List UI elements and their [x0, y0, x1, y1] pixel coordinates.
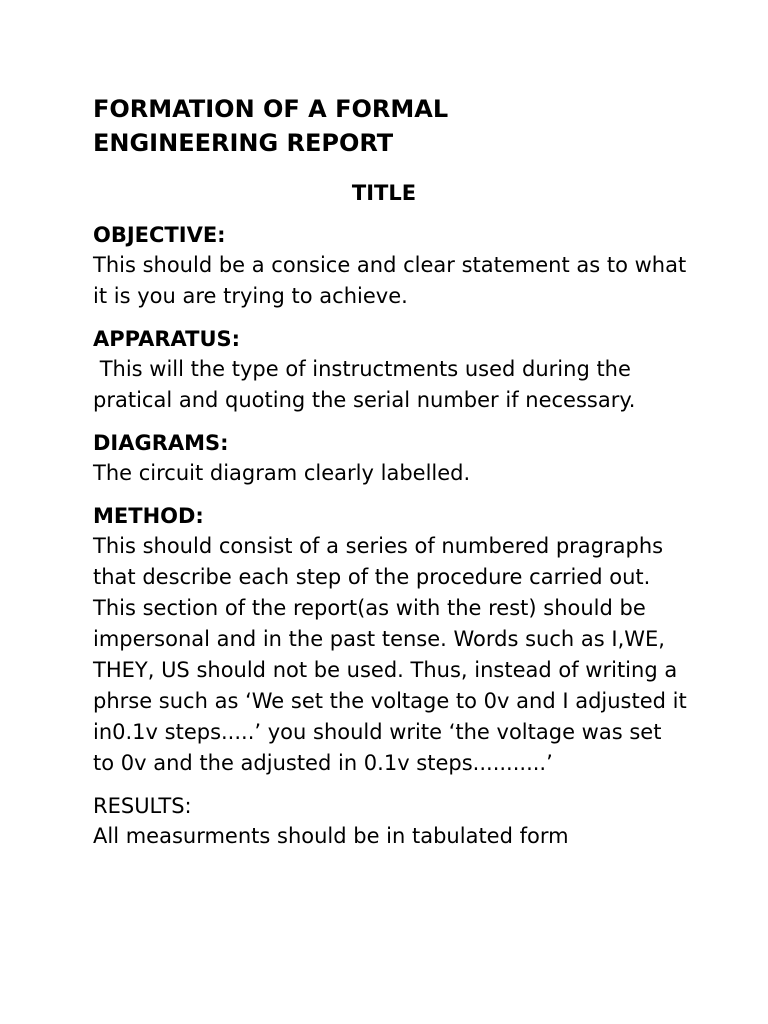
- section-heading: APPARATUS:: [93, 327, 241, 351]
- section-apparatus: [93, 324, 688, 416]
- document-title: FORMATION OF A FORMAL ENGINEERING REPORT: [93, 95, 449, 157]
- section-results: [93, 791, 688, 852]
- document-subtitle: TITLE: [351, 181, 417, 205]
- section-heading: METHOD:: [93, 504, 204, 528]
- section-heading: OBJECTIVE:: [93, 223, 226, 247]
- section-body: This should be a consice and clear statement as to what it is you are trying to achieve.: [93, 253, 693, 308]
- section-body: The circuit diagram clearly labelled.: [93, 461, 471, 485]
- section-diagrams: [93, 428, 688, 489]
- section-body: All measurments should be in tabulated form: [93, 824, 569, 848]
- section-method: [93, 501, 694, 779]
- section-heading: DIAGRAMS:: [93, 431, 229, 455]
- section-body: This should consist of a series of numbered pragraphs that describe each step of the procedure carried out. This section of the report(as with the rest) should be impersonal and in the past tense. Words such as I,WE, THEY, US should not be used. Thus, instead of writing a phrse such as ‘We set the voltage to 0v and I adjusted it in0.1v steps.....’ you should write ‘the voltage was set to 0v and the adjusted in 0.1v steps...........’: [93, 534, 694, 775]
- section-heading: RESULTS:: [93, 794, 192, 818]
- section-body: This will the type of instructments used during the pratical and quoting the serial number if necessary.: [93, 357, 638, 412]
- section-objective: [93, 220, 693, 312]
